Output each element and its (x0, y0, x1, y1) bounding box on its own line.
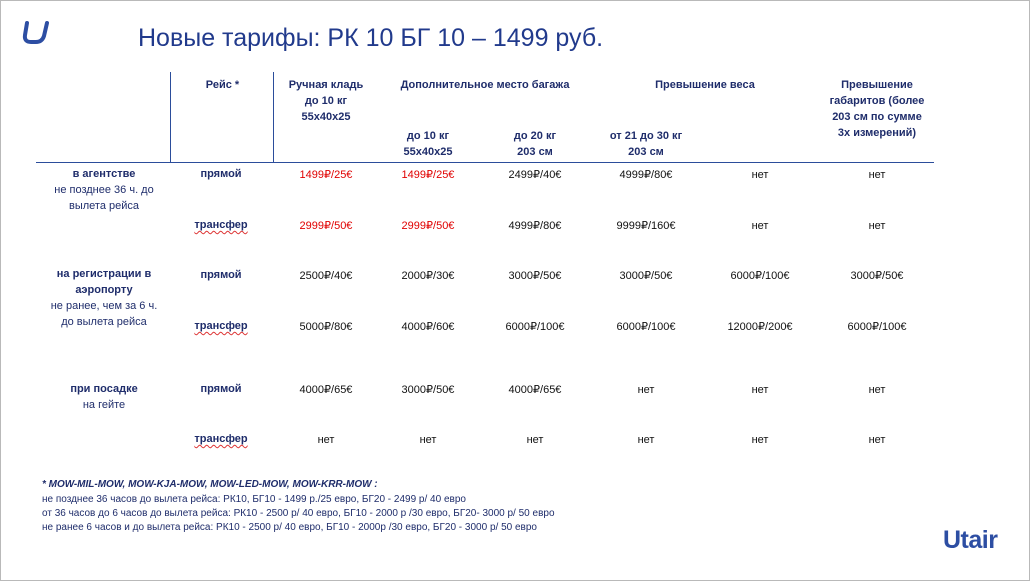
tariff-cell: нет (419, 434, 437, 446)
row-type: прямой (200, 168, 242, 180)
tariff-cell: 2999₽/50€ (299, 220, 353, 232)
tariff-cell: 3000₽/50€ (401, 384, 455, 396)
tariff-cell: 2500₽/40€ (299, 270, 353, 282)
tariff-cell: нет (751, 434, 769, 446)
tariff-cell: 1499₽/25€ (299, 169, 353, 181)
header-hand-luggage: Ручная кладь до 10 кг 55x40x25 (288, 79, 364, 123)
tariff-cell: 4999₽/80€ (619, 169, 673, 181)
tariff-cell: 9999₽/160€ (616, 220, 676, 232)
header-extra-sub-10: до 10 кг 55x40x25 (403, 130, 453, 158)
tariff-cell: нет (868, 434, 886, 446)
tariff-cell: нет (637, 384, 655, 396)
row-type: трансфер (194, 320, 248, 332)
tariff-cell: 4000₽/60€ (401, 321, 455, 333)
row-type: трансфер (194, 433, 248, 445)
utair-logo-icon (22, 20, 50, 46)
row-type: прямой (200, 269, 242, 281)
tariff-cell: нет (751, 169, 769, 181)
tariff-cell: 12000₽/200€ (727, 321, 793, 333)
tariff-cell: 3000₽/50€ (619, 270, 673, 282)
header-extra-sub-20: до 20 кг 203 см (513, 130, 557, 158)
header-extra-bag: Дополнительное место багажа (400, 79, 570, 91)
tariff-cell: нет (751, 220, 769, 232)
header-overweight-sub: от 21 до 30 кг 203 см (609, 130, 683, 158)
tariff-cell: 4000₽/65€ (508, 384, 562, 396)
tariff-cell: 2000₽/30€ (401, 270, 455, 282)
group-gate-label: при посадке на гейте (70, 383, 138, 411)
tariff-cell: 3000₽/50€ (508, 270, 562, 282)
tariff-cell: 4000₽/65€ (299, 384, 353, 396)
tariff-cell: 5000₽/80€ (299, 321, 353, 333)
group-checkin-label: на регистрации в аэропорту не ранее, чем за 6 ч. до вылета рейса (50, 268, 158, 328)
tariff-cell: 6000₽/100€ (616, 321, 676, 333)
tariff-cell: нет (637, 434, 655, 446)
tariff-cell: 6000₽/100€ (505, 321, 565, 333)
tariff-cell: 3000₽/50€ (850, 270, 904, 282)
group-agency-label: в агентстве не позднее 36 ч. до вылета рейса (54, 168, 154, 212)
tariff-cell: 6000₽/100€ (730, 270, 790, 282)
row-type: прямой (200, 383, 242, 395)
note-line: не позднее 36 часов до вылета рейса: РК10, БГ10 - 1499 р./25 евро, БГ20 - 2499 р/ 40 евро (42, 494, 466, 505)
tariff-cell: 6000₽/100€ (847, 321, 907, 333)
tariff-cell: 1499₽/25€ (401, 169, 455, 181)
table-header-rule (36, 162, 934, 163)
note-line: не ранее 6 часов и до вылета рейса: РК10 - 2500 р/ 40 евро, БГ10 - 2000р /30 евро, БГ20 - 3000 р/ 50 евро (42, 522, 537, 533)
utair-brand-logo: Utair (943, 526, 998, 554)
tariff-cell: 2499₽/40€ (508, 169, 562, 181)
tariff-cell: 4999₽/80€ (508, 220, 562, 232)
tariff-cell: нет (868, 169, 886, 181)
tariff-cell: 2999₽/50€ (401, 220, 455, 232)
header-oversize: Превышение габаритов (более 203 см по сумме 3х измерений) (829, 79, 925, 139)
header-flight: Рейс * (205, 79, 240, 91)
row-type: трансфер (194, 219, 248, 231)
header-overweight: Превышение веса (655, 79, 755, 91)
tariff-cell: нет (317, 434, 335, 446)
routes-note: * MOW-MIL-MOW, MOW-KJA-MOW, MOW-LED-MOW, MOW-KRR-MOW : (42, 479, 378, 490)
tariff-cell: нет (751, 384, 769, 396)
note-line: от 36 часов до 6 часов до вылета рейса: РК10 - 2500 р/ 40 евро, БГ10 - 2000 р /30 евро, БГ20- 3000 р/ 50 евро (42, 508, 555, 519)
table-divider-v2 (273, 72, 274, 162)
tariff-cell: нет (526, 434, 544, 446)
tariff-cell: нет (868, 384, 886, 396)
slide-title: Новые тарифы: РК 10 БГ 10 – 1499 руб. (138, 24, 604, 52)
table-divider-v1 (170, 72, 171, 162)
tariff-cell: нет (868, 220, 886, 232)
